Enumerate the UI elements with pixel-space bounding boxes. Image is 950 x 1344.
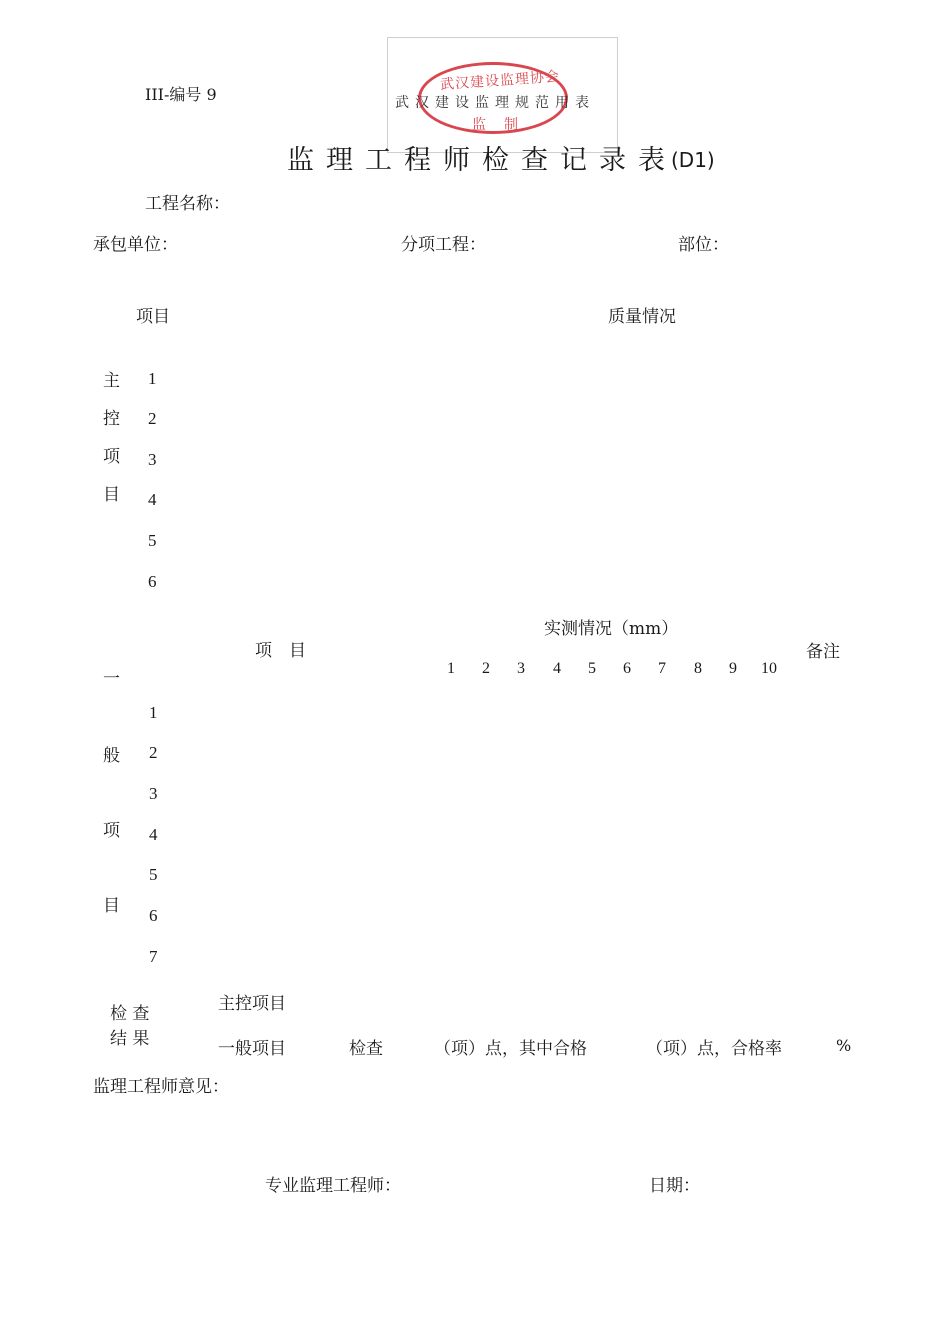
measured-title: 实测情况（mm） bbox=[544, 619, 679, 639]
general-row-number: 7 bbox=[149, 947, 158, 966]
measure-col: 2 bbox=[482, 660, 490, 677]
general-label-char: 般 bbox=[103, 746, 120, 766]
result-rate: （项）点，合格率 bbox=[646, 1039, 782, 1059]
stamp-organization: 武汉建设监理协会 bbox=[439, 68, 561, 94]
main-label-char: 项 bbox=[103, 447, 120, 467]
general-col-item: 项 目 bbox=[255, 641, 306, 661]
main-label-char: 控 bbox=[103, 409, 120, 429]
contractor-label: 承包单位： bbox=[93, 235, 178, 255]
result-general-item: 一般项目 bbox=[218, 1039, 286, 1059]
measure-col: 7 bbox=[658, 660, 666, 677]
general-row-number: 5 bbox=[149, 865, 158, 884]
result-label-line2: 结 果 bbox=[110, 1029, 150, 1049]
general-row-number: 4 bbox=[149, 825, 158, 844]
stamp-made: 监制 bbox=[472, 117, 536, 133]
engineer-label: 专业监理工程师： bbox=[265, 1176, 401, 1196]
project-name-label: 工程名称： bbox=[145, 194, 230, 214]
page-title: 监理工程师检查记录表 bbox=[287, 145, 677, 176]
main-row-number: 1 bbox=[148, 369, 157, 388]
measure-col: 3 bbox=[517, 660, 525, 677]
result-label-line1: 检 查 bbox=[110, 1004, 150, 1024]
remark-col: 备注 bbox=[806, 642, 840, 662]
result-points-ok: （项）点，其中合格 bbox=[434, 1039, 587, 1059]
location-label: 部位： bbox=[678, 235, 729, 255]
result-main-item: 主控项目 bbox=[218, 994, 286, 1014]
main-row-number: 6 bbox=[148, 572, 157, 591]
general-row-number: 1 bbox=[149, 703, 158, 722]
main-col-quality: 质量情况 bbox=[608, 307, 676, 327]
general-label-char: 项 bbox=[103, 821, 120, 841]
main-label-char: 主 bbox=[103, 371, 120, 391]
main-col-item: 项目 bbox=[136, 307, 170, 327]
result-percent: % bbox=[836, 1036, 852, 1055]
main-row-number: 3 bbox=[148, 450, 157, 469]
measure-col: 6 bbox=[623, 660, 631, 677]
form-code: III-编号 9 bbox=[145, 85, 217, 104]
main-row-number: 2 bbox=[148, 409, 157, 428]
general-label-char: 目 bbox=[103, 896, 120, 916]
sub-project-label: 分项工程： bbox=[401, 235, 486, 255]
opinion-label: 监理工程师意见： bbox=[93, 1077, 229, 1097]
measure-col: 1 bbox=[447, 660, 455, 677]
measure-col: 4 bbox=[553, 660, 561, 677]
stamp-caption: 武汉建设监理规范用表 bbox=[395, 95, 595, 111]
main-row-number: 5 bbox=[148, 531, 157, 550]
general-row-number: 3 bbox=[149, 784, 158, 803]
date-label: 日期： bbox=[649, 1176, 700, 1196]
title-code: (D1) bbox=[671, 148, 715, 172]
main-label-char: 目 bbox=[103, 485, 120, 505]
result-check: 检查 bbox=[349, 1039, 383, 1059]
measure-col: 9 bbox=[729, 660, 737, 677]
general-row-number: 6 bbox=[149, 906, 158, 925]
general-row-number: 2 bbox=[149, 743, 158, 762]
measure-col: 10 bbox=[761, 660, 777, 677]
measure-col: 8 bbox=[694, 660, 702, 677]
general-label-char: 一 bbox=[103, 669, 120, 689]
main-row-number: 4 bbox=[148, 490, 157, 509]
measure-col: 5 bbox=[588, 660, 596, 677]
